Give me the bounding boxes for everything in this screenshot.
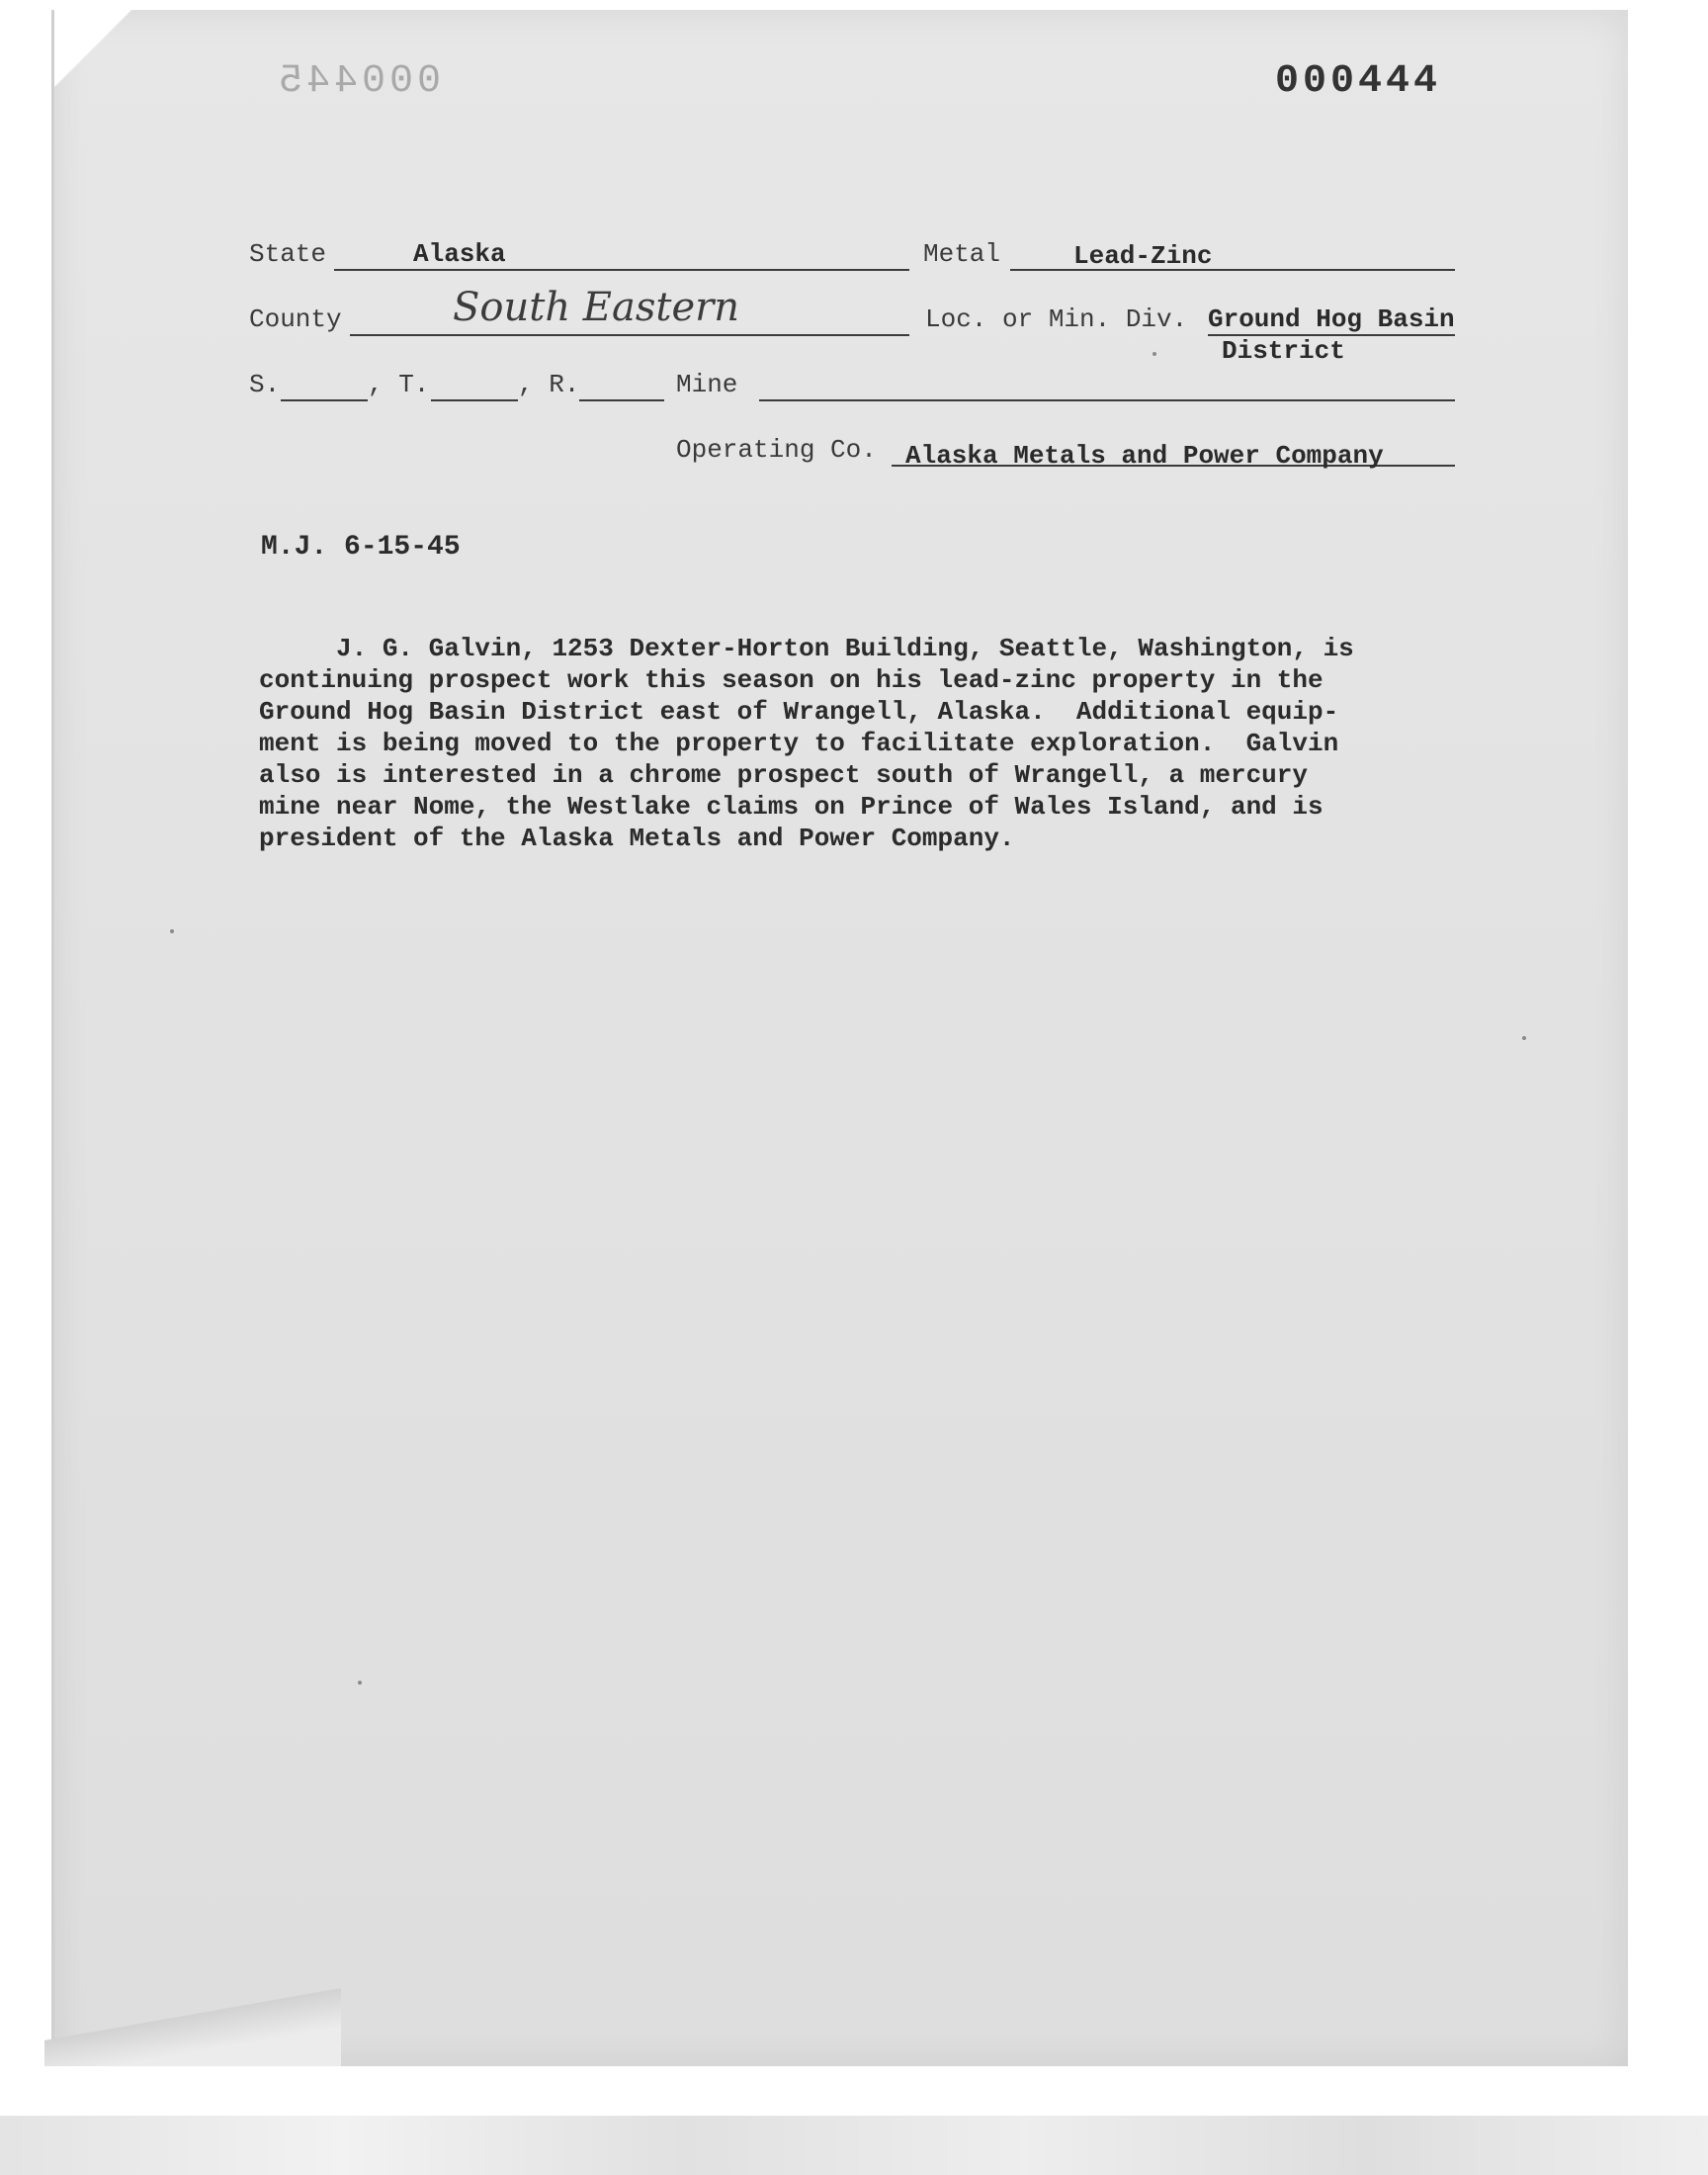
body-line: continuing prospect work this season on his lead-zinc property in the [259, 665, 1324, 695]
county-underline [350, 334, 909, 336]
journal-reference: M.J. 6-15-45 [261, 532, 461, 563]
mine-label: Mine [676, 370, 738, 399]
mine-underline [759, 399, 1455, 401]
metal-value: Lead-Zinc [1073, 241, 1213, 271]
scan-speck [358, 1681, 362, 1685]
body-line: ment is being moved to the property to facilitate exploration. Galvin [259, 729, 1339, 758]
township-underline [431, 399, 518, 401]
operating-co-value: Alaska Metals and Power Company [905, 441, 1384, 471]
section-label: S. [249, 370, 281, 399]
scan-speck [170, 929, 174, 933]
body-line: J. G. Galvin, 1253 Dexter-Horton Building, Seattle, Washington, is [259, 634, 1354, 663]
body-line: mine near Nome, the Westlake claims on Prince of Wales Island, and is [259, 792, 1324, 822]
torn-corner [54, 10, 153, 129]
scan-edge-stripe [0, 2116, 1708, 2175]
loc-value-line2: District [1222, 336, 1345, 366]
scan-speck [1153, 352, 1156, 356]
state-label: State [249, 239, 327, 269]
county-label: County [249, 304, 342, 334]
body-paragraph [259, 633, 1445, 854]
scan-speck [1522, 1036, 1526, 1040]
metal-label: Metal [923, 239, 1001, 269]
section-underline [281, 399, 368, 401]
county-value-handwritten: South Eastern [453, 285, 739, 330]
state-value: Alaska [413, 239, 506, 269]
state-underline [334, 269, 909, 271]
page-number: 000444 [1275, 59, 1442, 104]
folded-corner [44, 1987, 341, 2066]
loc-label: Loc. or Min. Div. [925, 304, 1188, 334]
body-line: Ground Hog Basin District east of Wrangell, Alaska. Additional equip- [259, 697, 1339, 727]
operating-co-label: Operating Co. [676, 435, 877, 465]
body-line: president of the Alaska Metals and Power Company. [259, 824, 1015, 853]
township-label: , T. [368, 370, 430, 399]
range-label: , R. [518, 370, 580, 399]
bleed-through-number: 000445 [275, 59, 442, 104]
range-underline [579, 399, 664, 401]
loc-value-line1: Ground Hog Basin [1208, 304, 1455, 334]
body-line: also is interested in a chrome prospect south of Wrangell, a mercury [259, 760, 1308, 790]
